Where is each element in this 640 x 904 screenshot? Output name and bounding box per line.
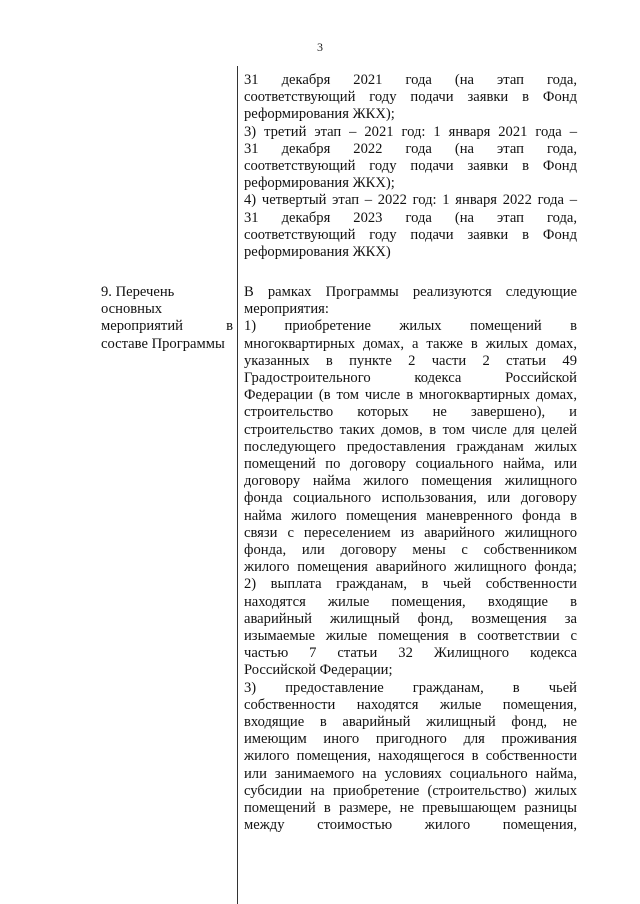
text-line: 4) четвертый этап – 2022 год: 1 января 2022 года –: [244, 192, 577, 209]
text-line: договору найма жилого помещения жилищного: [244, 473, 577, 490]
text-line: соответствующий году подачи заявки в Фонд: [244, 89, 577, 106]
activities-text: [244, 284, 577, 835]
text-line: находятся жилые помещения, входящие в: [244, 593, 577, 610]
page-number: 3: [317, 40, 323, 54]
text-line: 3) предоставление гражданам, в чьей: [244, 679, 577, 696]
text-line: частью 7 статьи 32 Жилищного кодекса: [244, 645, 577, 662]
section-heading: [101, 284, 233, 353]
text-line: 31 декабря 2023 года (на этап года,: [244, 209, 577, 226]
text-line: строительство таких домов, в том числе для целей: [244, 421, 577, 438]
text-line: найма жилого помещения маневренного фонда в: [244, 507, 577, 524]
text-line: соответствующий году подачи заявки в Фонд: [244, 158, 577, 175]
text-line: или занимаемого на условиях социального найма,: [244, 765, 577, 782]
text-line: 31 декабря 2022 года (на этап года,: [244, 140, 577, 157]
text-line: фонда социального использования, или договору: [244, 490, 577, 507]
text-line: реформирования ЖКХ): [244, 244, 391, 261]
text-line: между стоимостью жилого помещения,: [244, 817, 577, 834]
heading-line: 9. Перечень: [101, 284, 175, 300]
text-line: Федерации (в том числе в многоквартирных домах,: [244, 387, 577, 404]
text-line: многоквартирных домах, а также в жилых домах,: [244, 335, 577, 352]
heading-line: основных: [101, 301, 163, 318]
stages-text: [244, 72, 577, 261]
heading-line: мероприятий в: [101, 318, 233, 335]
text-line: 3) третий этап – 2021 год: 1 января 2021 года –: [244, 123, 577, 140]
text-line: входящие в аварийный жилищный фонд, не: [244, 714, 577, 731]
text-line: В рамках Программы реализуются следующие: [244, 284, 577, 300]
text-line: жилого помещения аварийного жилищного фонда;: [244, 559, 577, 576]
text-line: 31 декабря 2021 года (на этап года,: [244, 72, 577, 88]
text-line: соответствующий году подачи заявки в Фонд: [244, 226, 577, 243]
program-table: [97, 66, 585, 904]
text-line: Градостроительного кодекса Российской: [244, 370, 577, 387]
text-line: реформирования ЖКХ);: [244, 106, 395, 123]
text-line: строительство которых не завершено), и: [244, 404, 577, 421]
text-line: связи с переселением из аварийного жилищного: [244, 524, 577, 541]
text-line: реформирования ЖКХ);: [244, 175, 395, 192]
text-line: изымаемые жилые помещения в соответствии с: [244, 628, 577, 645]
text-line: помещений по договору социального найма, или: [244, 456, 577, 473]
text-line: аварийный жилищный фонд, возмещения за: [244, 610, 577, 627]
text-line: жилого помещения, находящегося в собственности: [244, 748, 577, 765]
text-line: мероприятия:: [244, 301, 329, 318]
text-line: указанных в пункте 2 части 2 статьи 49: [244, 352, 577, 369]
text-line: 2) выплата гражданам, в чьей собственности: [244, 576, 577, 593]
text-line: собственности находятся жилые помещения,: [244, 696, 577, 713]
text-line: Российской Федерации;: [244, 662, 393, 679]
text-line: последующего предоставления гражданам жилых: [244, 438, 577, 455]
column-divider: [237, 66, 238, 904]
text-line: имеющим иного пригодного для проживания: [244, 731, 577, 748]
text-line: 1) приобретение жилых помещений в: [244, 318, 577, 335]
text-line: фонда, или договору мены с собственником: [244, 542, 577, 559]
text-line: субсидии на приобретение (строительство) жилых: [244, 782, 577, 799]
text-line: помещений в размере, не превышающем разницы: [244, 800, 577, 817]
heading-line: составе Программы: [101, 335, 225, 352]
